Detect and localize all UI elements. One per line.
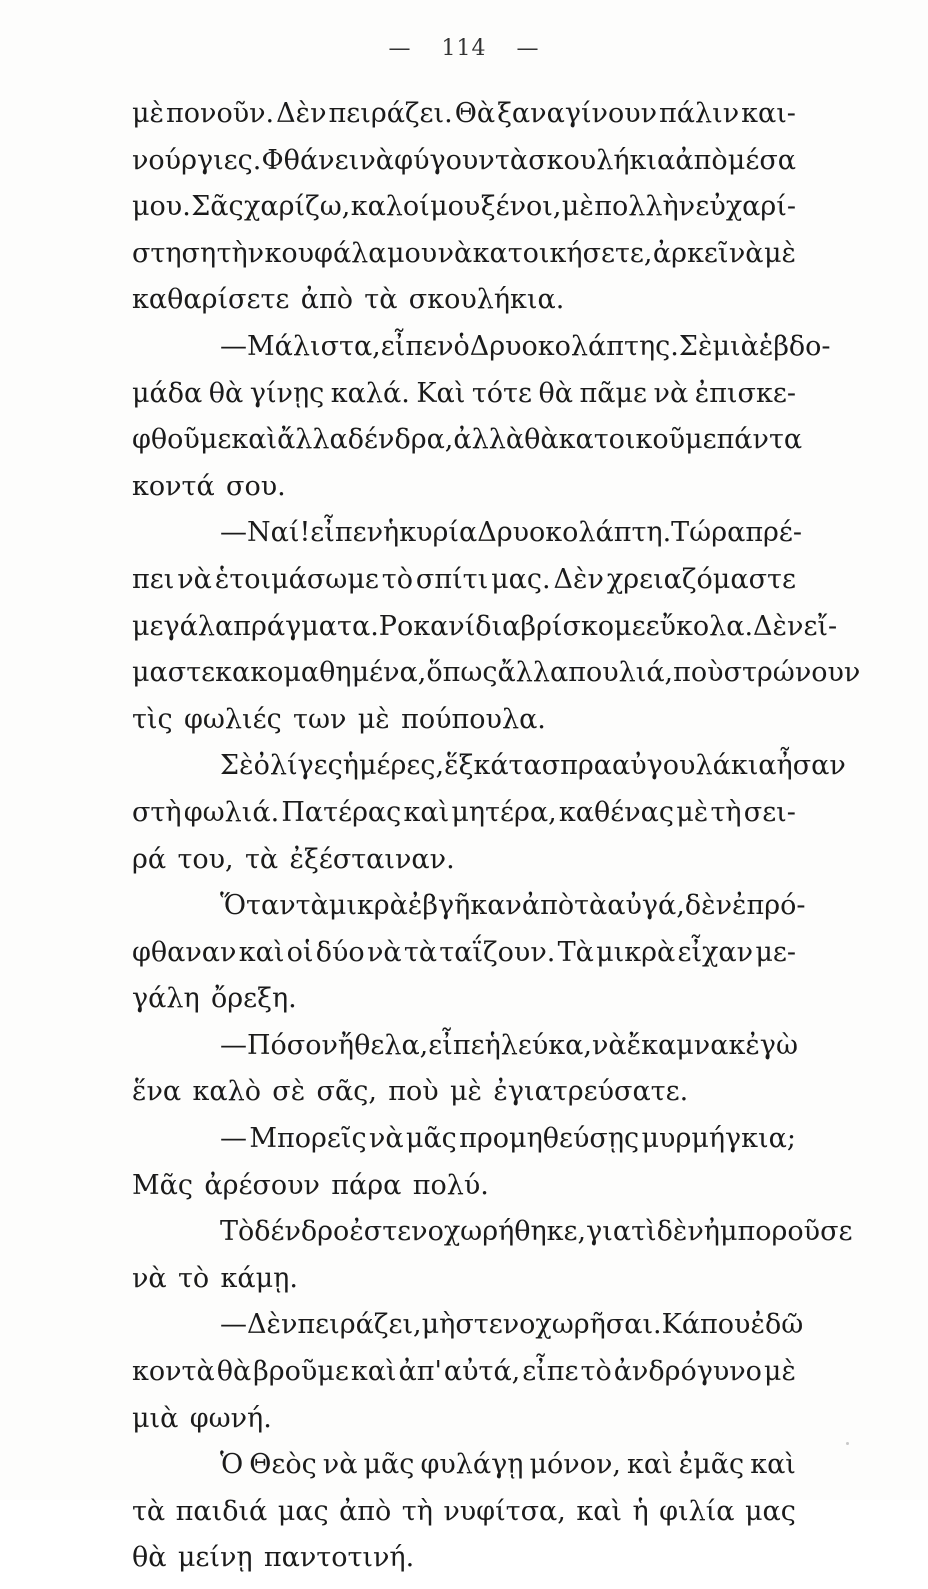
word: Δρυοκολάπτη.	[477, 517, 672, 549]
word: σπίτι	[415, 563, 489, 595]
word: τὸ	[580, 1356, 612, 1388]
word: πάρα	[331, 1169, 402, 1201]
word: καὶ	[350, 1356, 397, 1388]
word: εὔκολα.	[645, 610, 754, 642]
word: σου.	[226, 470, 286, 502]
word: ἑβδο-	[758, 330, 831, 362]
word: μᾶς	[405, 1123, 457, 1155]
word: νὰ	[368, 1123, 404, 1155]
word: Τὰ	[557, 936, 594, 968]
text-line	[132, 378, 796, 425]
word: φυλάγῃ	[420, 1449, 524, 1481]
word: τὰ	[132, 1495, 166, 1527]
word: τότε	[471, 377, 532, 409]
word: ἐγιατρεύσατε.	[493, 1076, 689, 1108]
word: Δὲν	[753, 610, 804, 642]
text-line	[132, 1076, 796, 1123]
word: Θεὸς	[249, 1449, 317, 1481]
word: ἕνα	[132, 1076, 182, 1108]
text-line	[132, 1309, 804, 1356]
word: καὶ	[403, 796, 450, 828]
word: ἡ	[383, 517, 400, 549]
word: στὴ	[132, 796, 182, 828]
text-line	[132, 238, 796, 285]
word: σκουλήκια	[528, 144, 676, 176]
word: γάλη	[132, 983, 200, 1015]
word: ἀνδρόγυνο	[613, 1356, 762, 1388]
word: Τὸ	[220, 1216, 255, 1248]
word: σει-	[743, 796, 796, 828]
word: προμηθεύσῃς	[459, 1123, 640, 1155]
text-line	[132, 145, 796, 192]
word: μας	[277, 1495, 329, 1527]
text-line	[132, 1123, 796, 1170]
word: πάλιν	[659, 98, 740, 129]
word: ἡ	[632, 1495, 649, 1527]
word: μάδα	[132, 377, 203, 409]
word: φιλία	[659, 1495, 735, 1527]
word: ρά	[132, 843, 167, 875]
word: δύο	[315, 936, 365, 968]
word: στηση	[132, 237, 217, 269]
word: δὲν	[684, 890, 733, 922]
word: εἶπε	[522, 1356, 579, 1388]
word: μέσα	[727, 144, 796, 176]
word: πονοῦν.	[166, 98, 275, 129]
word: μου	[430, 191, 481, 223]
word: θὰ	[538, 377, 573, 409]
word: κακομαθημένα,	[215, 657, 427, 689]
word: δένδρο	[254, 1216, 350, 1248]
word: μητέρα,	[451, 796, 557, 828]
word: μυρμήγκια;	[641, 1123, 796, 1155]
word: μὲ	[357, 703, 390, 735]
word: Σᾶς	[191, 191, 244, 223]
word: θὰ	[208, 377, 244, 409]
word: Δὲν	[276, 98, 327, 129]
word: νὰ	[132, 1262, 167, 1294]
word: ἀπὸ	[675, 144, 728, 176]
word: θὰ	[524, 424, 559, 456]
text-line	[132, 191, 796, 238]
word: ἐδῶ	[750, 1309, 804, 1341]
word: καθένας	[558, 796, 675, 828]
text-line	[132, 564, 796, 611]
word: λεύκα,	[500, 1029, 592, 1061]
word: οἱ	[286, 936, 314, 968]
word: —	[220, 1029, 247, 1061]
text-line	[132, 1356, 796, 1403]
word: φωλιά.	[183, 796, 280, 828]
word: νούργιες.	[132, 144, 262, 176]
text-line	[132, 98, 796, 145]
word: νὰ	[728, 237, 764, 269]
word: χαρίζω,	[244, 191, 351, 223]
text-line	[132, 330, 831, 378]
word: ἡμέρες,	[342, 750, 445, 782]
word: βροῦμε	[253, 1356, 349, 1388]
word: των	[293, 703, 347, 735]
text-line	[132, 610, 838, 658]
word: τὰ	[494, 144, 529, 176]
text-line	[132, 1542, 796, 1589]
word: καλοί	[350, 191, 430, 223]
page-speck	[846, 1442, 849, 1445]
word: φθαναν	[132, 936, 237, 968]
word: ταΐζουν.	[439, 936, 556, 968]
word: τὴ	[710, 796, 742, 828]
word: Καὶ	[416, 377, 466, 409]
text-line	[132, 1496, 796, 1543]
word: κοντὰ	[132, 1356, 215, 1388]
word: πουλιά,	[568, 657, 674, 689]
word: μὲ	[561, 191, 594, 223]
word: Δὲν	[247, 1309, 298, 1341]
word: ἐπρό-	[732, 890, 806, 922]
word: μου.	[132, 191, 191, 223]
word: βρίσκομε	[520, 610, 646, 642]
word: ποὺ	[388, 1076, 439, 1108]
word: νὰ	[437, 237, 473, 269]
word: μας.	[491, 563, 551, 595]
word: ἡ	[484, 1029, 501, 1061]
word: νὰ	[177, 563, 212, 595]
word: —	[220, 1309, 247, 1341]
word: ἀπ'	[398, 1356, 442, 1388]
word: θὰ	[132, 1542, 167, 1574]
word: μιὰ	[712, 330, 759, 362]
text-line	[132, 657, 861, 704]
word: φωνή.	[189, 1402, 272, 1434]
word: πει	[132, 563, 175, 595]
word: ἤθελα,	[337, 1029, 429, 1061]
word: δὲν	[656, 1216, 704, 1248]
word: ἀπὸ	[521, 890, 575, 922]
word: κατοικήσετε,	[472, 237, 653, 269]
word: και-	[741, 98, 796, 129]
word: σᾶς,	[316, 1076, 377, 1108]
word: καὶ	[627, 1449, 673, 1481]
word: μᾶς	[363, 1449, 415, 1481]
word: στενοχωρῆσαι.	[455, 1309, 662, 1341]
word: ἠμποροῦσε	[703, 1216, 853, 1248]
word: παιδιά	[175, 1495, 268, 1527]
word: μεγάλα	[132, 610, 234, 642]
word: μαστε	[132, 657, 216, 689]
word: Πόσον	[247, 1029, 338, 1061]
text-line	[132, 1030, 796, 1077]
page-number: 114	[441, 36, 487, 61]
word: πράγματα.	[233, 610, 379, 642]
word: ἐπισκε-	[694, 377, 796, 409]
word: τὰ	[295, 890, 329, 922]
text-line	[132, 1449, 796, 1496]
word: μὲ	[763, 1356, 796, 1388]
word: ποὺ	[673, 657, 724, 689]
text-line	[132, 890, 806, 937]
word: με-	[755, 936, 796, 968]
word: ὀλίγες	[253, 750, 343, 782]
word: Κάπου	[661, 1309, 751, 1341]
word: πρέ-	[745, 517, 803, 549]
word: χρειαζόμαστε	[606, 563, 796, 595]
word: Θὰ	[454, 98, 496, 129]
word: ὄρεξη.	[211, 983, 297, 1015]
word: ἄλλα	[277, 424, 348, 456]
word: παντοτινή.	[263, 1542, 415, 1574]
word: —	[220, 517, 247, 549]
word: Δρυοκολάπτης.	[469, 330, 679, 362]
word: εἶχαν	[677, 936, 754, 968]
word: πειράζει,	[297, 1309, 422, 1341]
word: φύγουν	[394, 144, 495, 176]
word: Ναί!	[247, 517, 311, 549]
word: εἶπε	[428, 1029, 485, 1061]
word: τὰ	[364, 284, 398, 316]
word: αὐγουλάκια	[612, 750, 777, 782]
word: ἀλλὰ	[453, 424, 525, 456]
page-number-header	[0, 36, 928, 61]
word: τὶς	[132, 703, 173, 735]
word: ἐβγῆκαν	[407, 890, 522, 922]
text-line	[132, 844, 796, 891]
page-number-dash-left: —	[388, 36, 412, 61]
word: τὰ	[574, 890, 608, 922]
word: ὅπως	[426, 657, 498, 689]
word: Ὅταν	[220, 890, 296, 922]
word: φθοῦμε	[132, 424, 232, 456]
word: Ροκανίδια	[378, 610, 521, 642]
word: εἴ-	[803, 610, 838, 642]
word: πειράζει.	[328, 98, 453, 129]
word: ἐξέσταιναν.	[289, 843, 455, 875]
word: καὶ	[231, 424, 278, 456]
word: —	[220, 1123, 247, 1155]
page-number-dash-right: —	[516, 36, 540, 61]
text-line	[132, 937, 796, 984]
word: ἀπὸ	[339, 1495, 392, 1527]
text-line	[132, 704, 796, 751]
word: ἑτοιμάσωμε	[214, 563, 379, 595]
word: φωλιές	[183, 703, 282, 735]
word: Πατέρας	[281, 796, 402, 828]
text-line	[132, 517, 803, 564]
word: δένδρα,	[347, 424, 454, 456]
word: —	[220, 330, 247, 362]
word: Φθάνει	[261, 144, 360, 176]
word: Μάλιστα,	[247, 330, 381, 362]
word: τὰ	[244, 843, 279, 875]
word: γίνῃς	[249, 377, 325, 409]
word: Δὲν	[553, 563, 604, 595]
word: ἕξ	[444, 750, 474, 782]
text-line	[132, 1403, 796, 1450]
word: αὐτά,	[443, 1356, 521, 1388]
word: γιατὶ	[586, 1216, 657, 1248]
text-line	[132, 284, 796, 331]
word: Τώρα	[671, 517, 746, 549]
word: μας	[745, 1495, 796, 1527]
body-text	[132, 98, 861, 1589]
word: πᾶμε	[579, 377, 648, 409]
word: νὰ	[359, 144, 394, 176]
word: καλὸ	[192, 1076, 261, 1108]
word: ἀπὸ	[300, 284, 353, 316]
word: στρώνουν	[723, 657, 861, 689]
word: μὲ	[449, 1076, 483, 1108]
word: μείνῃ	[177, 1542, 253, 1574]
word: Σὲ	[220, 750, 254, 782]
word: τὴ	[401, 1495, 433, 1527]
word: κάμῃ.	[220, 1262, 298, 1294]
word: Μᾶς	[132, 1169, 194, 1201]
text-line	[132, 1170, 796, 1217]
text-line	[132, 1263, 796, 1310]
word: πολλὴν	[594, 191, 696, 223]
text-line	[132, 983, 796, 1030]
text-line	[132, 750, 846, 797]
word: ἐμᾶς	[678, 1449, 745, 1481]
word: μόνον,	[529, 1449, 621, 1481]
word: Σὲ	[678, 330, 713, 362]
text-line	[132, 424, 803, 471]
word: πούπουλα.	[401, 703, 546, 735]
word: μιὰ	[132, 1402, 179, 1434]
word: καλά.	[330, 377, 410, 409]
word: καὶ	[750, 1449, 796, 1481]
word: μικρὰ	[328, 890, 408, 922]
word: αὐγά,	[607, 890, 685, 922]
word: κυρία	[399, 517, 478, 549]
word: θὰ	[216, 1356, 252, 1388]
word: νὰ	[322, 1449, 358, 1481]
word: ἐστενοχωρήθηκε,	[349, 1216, 587, 1248]
word: Ὁ	[220, 1449, 244, 1481]
word: ξαναγίνουν	[497, 98, 658, 129]
word: νυφίτσα,	[443, 1495, 566, 1527]
word: εὐχαρί-	[695, 191, 796, 223]
word: τὰ	[403, 936, 438, 968]
word: κατοικοῦμε	[558, 424, 717, 456]
word: εἶπεν	[310, 517, 384, 549]
word: ἔκαμνα	[626, 1029, 729, 1061]
word: τὸ	[381, 563, 413, 595]
word: τὴν	[216, 237, 265, 269]
word: κἐγὼ	[728, 1029, 798, 1061]
word: νὰ	[653, 377, 689, 409]
word: ἀρκεῖ	[652, 237, 729, 269]
word: κουφάλα	[264, 237, 387, 269]
word: καθαρίσετε	[132, 284, 290, 316]
word: νὰ	[366, 936, 402, 968]
word: καὶ	[238, 936, 285, 968]
text-line	[132, 471, 796, 518]
word: μου	[386, 237, 438, 269]
word: πάντα	[716, 424, 803, 456]
word: κάτασπρα	[473, 750, 613, 782]
word: ὁ	[453, 330, 470, 362]
word: τὸ	[177, 1262, 210, 1294]
word: του,	[177, 843, 234, 875]
text-line	[132, 1216, 853, 1263]
word: ἦσαν	[776, 750, 846, 782]
word: ἀρέσουν	[204, 1169, 320, 1201]
word: μικρὰ	[596, 936, 676, 968]
word: Μπορεῖς	[249, 1123, 367, 1155]
word: μὲ	[763, 237, 796, 269]
word: νὰ	[591, 1029, 627, 1061]
word: μὴ	[421, 1309, 456, 1341]
text-line	[132, 797, 796, 844]
word: σκουλήκια.	[408, 284, 565, 316]
word: μὲ	[132, 98, 165, 129]
word: μὲ	[676, 796, 709, 828]
word: εἶπεν	[380, 330, 454, 362]
word: κοντά	[132, 470, 215, 502]
word: σὲ	[272, 1076, 306, 1108]
word: πολύ.	[412, 1169, 489, 1201]
word: ἄλλα	[497, 657, 569, 689]
word: καὶ	[576, 1495, 623, 1527]
word: ξένοι,	[480, 191, 562, 223]
